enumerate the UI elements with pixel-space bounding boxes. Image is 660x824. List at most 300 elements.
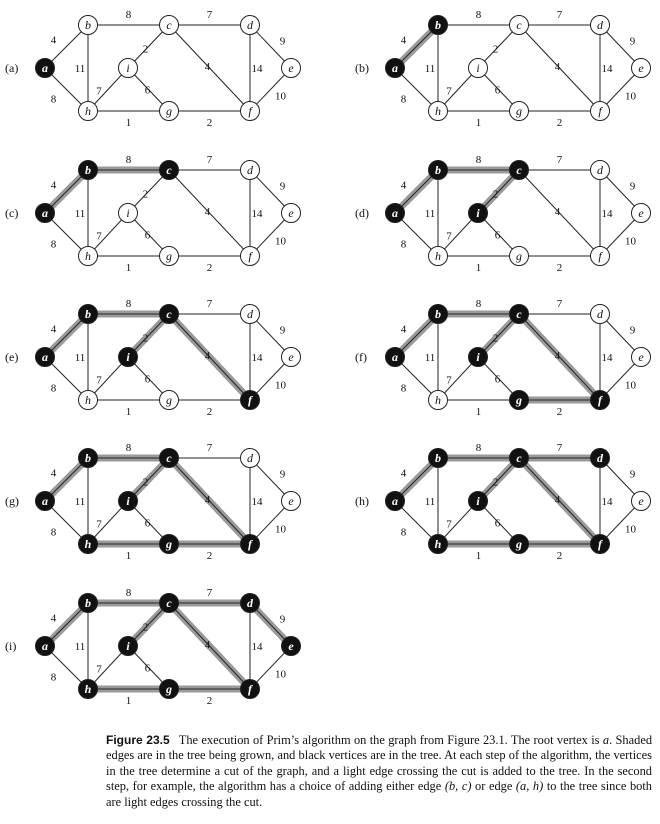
vertex-label: c [166,163,172,177]
vertex-label: e [288,639,294,653]
vertex-g [510,535,529,554]
vertex-a [386,348,405,367]
graph-panel [5,442,301,562]
vertex-d [591,449,610,468]
vertex-g [160,247,179,266]
vertex-label: h [435,104,441,118]
edge-weight: 1 [125,117,132,129]
vertex-f [591,391,610,410]
edge-weight: 2 [556,550,563,562]
edge-weight: 2 [206,117,213,129]
vertex-a [386,204,405,223]
edge-weight: 2 [556,117,563,129]
vertex-c [510,449,529,468]
edge-weight: 7 [206,587,213,599]
vertex-f [241,680,260,699]
edge-weight: 2 [142,621,149,634]
vertex-i [469,204,488,223]
edge-weight: 4 [50,179,57,192]
vertex-label: g [166,537,172,551]
edge-weight: 9 [629,468,636,481]
edge-weight: 9 [279,613,286,626]
vertex-label: a [392,350,398,364]
vertex-g [160,102,179,121]
vertex-c [510,305,529,324]
edge-weight: 7 [96,374,102,387]
vertex-a [386,492,405,511]
vertex-label: a [392,206,398,220]
vertex-label: b [85,307,91,321]
edge-weight: 4 [50,467,57,480]
vertex-label: f [598,393,602,407]
vertex-label: g [166,393,172,407]
edge-weight: 14 [601,496,613,508]
edge-weight: 11 [74,63,86,75]
vertex-b [429,16,448,35]
vertex-d [241,16,260,35]
vertex-label: e [288,61,294,75]
vertex-label: g [166,249,172,263]
caption-edge-2: (a, h) [515,779,544,794]
vertex-label: c [516,307,522,321]
vertex-label: f [248,537,252,551]
vertex-c [510,16,529,35]
vertex-f [591,535,610,554]
vertex-a [36,59,55,78]
vertex-label: h [435,393,441,407]
vertex-label: g [516,393,522,407]
edge-weight: 2 [556,406,563,418]
vertex-label: d [247,451,253,465]
edge-weight: 10 [275,523,286,536]
edge-weight: 10 [275,668,286,681]
edge-weight: 2 [206,406,213,418]
edge-weight: 9 [629,180,636,193]
edge-weight: 10 [625,235,636,248]
vertex-label: h [84,537,92,551]
vertex-label: i [126,61,130,75]
vertex-a [36,348,55,367]
vertex-a [36,492,55,511]
edge-weight: 8 [50,526,57,539]
vertex-h [429,391,448,410]
edge-weight: 8 [125,154,132,166]
edge-weight: 6 [144,662,151,675]
edge-weight: 7 [446,85,452,98]
edge-weight: 2 [142,188,149,201]
edge-weight: 7 [446,230,452,243]
vertex-label: h [435,249,441,263]
vertex-label: b [435,163,441,177]
vertex-g [510,102,529,121]
vertex-label: e [288,350,294,364]
edge-weight: 8 [400,526,407,539]
graph-panel [5,154,301,274]
edge-weight: 2 [206,695,213,707]
edge-weight: 1 [475,262,482,274]
graph-panel [5,298,301,418]
vertex-label: b [435,451,441,465]
vertex-c [160,161,179,180]
edge-weight: 11 [74,352,86,364]
panel-label: (i) [5,639,17,653]
vertex-label: d [597,18,603,32]
vertex-g [160,680,179,699]
vertex-label: f [248,249,252,263]
edge-weight: 9 [629,324,636,337]
edge-weight: 7 [446,518,452,531]
edge-weight: 1 [475,406,482,418]
vertex-e [632,492,651,511]
edge-weight: 1 [125,550,132,562]
edge-weight: 4 [400,179,407,192]
edge-weight: 2 [492,476,499,489]
edge-weight: 14 [601,352,613,364]
vertex-h [429,102,448,121]
panel-label: (f) [355,350,367,364]
vertex-label: c [516,451,522,465]
figure-caption [106,733,652,810]
vertex-g [510,247,529,266]
edge-weight: 14 [601,208,613,220]
edge-weight: 2 [556,262,563,274]
vertex-label: c [516,18,522,32]
vertex-label: a [42,494,48,508]
vertex-f [241,535,260,554]
vertex-label: h [85,104,91,118]
vertex-label: a [42,350,48,364]
edge-weight: 2 [492,188,499,201]
edge-weight: 10 [275,90,286,103]
vertex-a [36,204,55,223]
vertex-e [632,204,651,223]
edge-weight: 7 [206,9,213,21]
graph-panel [355,154,651,274]
vertex-b [79,16,98,35]
vertex-label: d [597,163,603,177]
vertex-label: e [638,206,644,220]
vertex-label: d [247,163,253,177]
edge-weight: 9 [279,35,286,48]
vertex-label: a [42,206,48,220]
vertex-h [79,102,98,121]
edge-weight: 11 [424,496,436,508]
vertex-f [241,102,260,121]
edge-weight: 7 [556,154,563,166]
vertex-label: b [435,18,441,32]
vertex-label: e [638,61,644,75]
edge-weight: 6 [494,229,501,242]
vertex-b [429,449,448,468]
vertex-i [119,348,138,367]
vertex-label: i [126,494,130,508]
vertex-d [591,16,610,35]
edge-weight: 7 [446,374,452,387]
vertex-h [429,535,448,554]
edge-weight: 8 [125,587,132,599]
edge-weight: 14 [251,641,263,653]
vertex-label: c [166,307,172,321]
edge-weight: 8 [400,382,407,395]
panel-label: (d) [355,206,369,220]
vertex-label: a [392,494,398,508]
vertex-label: c [166,451,172,465]
vertex-label: g [166,104,172,118]
edge-weight: 8 [50,382,57,395]
graph-panel [355,9,651,129]
edge-weight: 7 [206,442,213,454]
panel-label: (a) [5,61,19,75]
edge-weight: 7 [206,154,213,166]
vertex-e [282,204,301,223]
edge-weight: 7 [556,298,563,310]
edge-weight: 8 [400,238,407,251]
graph-panel [355,298,651,418]
edge-weight: 11 [74,496,86,508]
edge-weight: 2 [206,262,213,274]
edge-weight: 9 [629,35,636,48]
vertex-label: a [42,639,48,653]
edge-weight: 11 [74,208,86,220]
vertex-e [282,637,301,656]
vertex-c [510,161,529,180]
vertex-label: b [85,596,91,610]
vertex-label: i [476,206,480,220]
vertex-label: d [597,307,603,321]
graph-panel [355,442,651,562]
vertex-c [160,594,179,613]
vertex-d [241,161,260,180]
edge-weight: 4 [50,323,57,336]
vertex-label: b [85,18,91,32]
vertex-h [79,535,98,554]
vertex-e [282,348,301,367]
vertex-label: g [516,104,522,118]
vertex-label: e [638,494,644,508]
vertex-label: i [476,61,480,75]
vertex-i [469,492,488,511]
vertex-label: d [247,18,253,32]
edge-weight: 10 [625,379,636,392]
panel-label: (h) [355,494,369,508]
edge-weight: 4 [50,34,57,47]
vertex-label: d [247,596,253,610]
vertex-label: c [166,596,172,610]
edge-weight: 1 [125,695,132,707]
vertex-b [79,449,98,468]
edge-weight: 7 [556,9,563,21]
vertex-label: b [85,163,91,177]
caption-text-1: The execution of Prim’s algorithm on the graph from Figure 23.1. The root vertex is [178,733,603,747]
edge-weight: 4 [554,494,561,506]
vertex-i [469,348,488,367]
edge-weight: 14 [251,352,263,364]
edge-weight: 1 [475,550,482,562]
edge-weight: 7 [96,663,102,676]
vertex-label: f [598,104,602,118]
edge-weight: 8 [50,238,57,251]
edge-weight: 8 [475,298,482,310]
vertex-f [591,102,610,121]
edge-weight: 11 [424,352,436,364]
edge-weight: 14 [251,208,263,220]
vertex-label: b [435,307,441,321]
edge-weight: 6 [494,517,501,530]
vertex-i [469,59,488,78]
edge-weight: 10 [275,235,286,248]
vertex-b [429,305,448,324]
edge-weight: 4 [400,323,407,336]
vertex-label: h [85,393,91,407]
vertex-label: e [288,494,294,508]
edge-weight: 14 [251,63,263,75]
edge-weight: 14 [251,496,263,508]
edge-weight: 6 [144,229,151,242]
vertex-label: f [598,249,602,263]
vertex-label: h [434,537,442,551]
graph-panel [5,587,301,707]
vertex-b [429,161,448,180]
edge-weight: 2 [142,332,149,345]
edge-weight: 8 [475,9,482,21]
edge-weight: 2 [206,550,213,562]
vertex-label: a [42,61,48,75]
vertex-i [119,492,138,511]
edge-weight: 7 [556,442,563,454]
vertex-h [79,680,98,699]
vertex-label: c [166,18,172,32]
edge-weight: 10 [625,523,636,536]
edge-weight: 11 [424,208,436,220]
edge-weight: 4 [204,206,211,218]
vertex-label: e [288,206,294,220]
vertex-d [241,594,260,613]
panel-label: (b) [355,61,369,75]
vertex-label: g [166,682,172,696]
vertex-c [160,305,179,324]
figure-label: Figure 23.5 [106,733,170,747]
panel-label: (c) [5,206,19,220]
edge-weight: 9 [279,180,286,193]
vertex-i [119,59,138,78]
edge-weight: 1 [125,262,132,274]
edge-weight: 2 [492,43,499,56]
caption-edge-1: (b, c) [444,779,472,794]
vertex-label: i [126,639,130,653]
vertex-h [79,247,98,266]
vertex-c [160,449,179,468]
vertex-label: e [638,350,644,364]
vertex-d [591,161,610,180]
vertex-label: d [247,307,253,321]
vertex-b [79,161,98,180]
vertex-a [386,59,405,78]
vertex-g [160,391,179,410]
edge-weight: 8 [475,154,482,166]
vertex-label: b [85,451,91,465]
edge-weight: 1 [475,117,482,129]
vertex-label: i [476,350,480,364]
vertex-label: d [597,451,603,465]
edge-weight: 7 [96,230,102,243]
edge-weight: 9 [279,324,286,337]
vertex-label: i [126,206,130,220]
edge-weight: 8 [50,93,57,106]
vertex-label: i [476,494,480,508]
caption-text-4: to the tree since both are light edges crossing the cut. [106,779,652,809]
vertex-h [429,247,448,266]
edge-weight: 4 [50,612,57,625]
edge-weight: 7 [96,85,102,98]
caption-text-3: or edge [471,779,516,794]
vertex-h [79,391,98,410]
edge-weight: 8 [125,442,132,454]
edge-weight: 4 [400,34,407,47]
vertex-e [282,59,301,78]
vertex-label: f [248,393,252,407]
vertex-b [79,305,98,324]
caption-root: a [602,733,610,747]
vertex-a [36,637,55,656]
edge-weight: 6 [144,517,151,530]
edge-weight: 2 [492,332,499,345]
vertex-e [632,348,651,367]
vertex-e [282,492,301,511]
edge-weight: 6 [144,373,151,386]
vertex-label: a [392,61,398,75]
vertex-i [119,204,138,223]
edge-weight: 11 [74,641,86,653]
edge-weight: 1 [125,406,132,418]
edge-weight: 8 [475,442,482,454]
panel-label: (e) [5,350,19,364]
edge-weight: 4 [204,639,211,651]
vertex-label: g [516,537,522,551]
edge-weight: 8 [125,9,132,21]
edge-weight: 6 [144,84,151,97]
vertex-f [241,247,260,266]
vertex-b [79,594,98,613]
edge-weight: 10 [275,379,286,392]
edge-weight: 4 [204,494,211,506]
vertex-label: h [85,249,91,263]
vertex-label: f [248,104,252,118]
edge-weight: 4 [204,350,211,362]
vertex-label: c [516,163,522,177]
vertex-e [632,59,651,78]
edge-weight: 4 [554,206,561,218]
edge-weight: 7 [96,518,102,531]
edge-weight: 6 [494,84,501,97]
vertex-g [510,391,529,410]
edge-weight: 8 [50,671,57,684]
edge-weight: 7 [206,298,213,310]
vertex-label: g [516,249,522,263]
vertex-label: h [84,682,92,696]
edge-weight: 4 [204,61,211,73]
edge-weight: 6 [494,373,501,386]
edge-weight: 8 [125,298,132,310]
edge-weight: 9 [279,468,286,481]
edge-weight: 14 [601,63,613,75]
vertex-label: f [248,682,252,696]
edge-weight: 2 [142,43,149,56]
panel-label: (g) [5,494,19,508]
edge-weight: 4 [400,467,407,480]
vertex-label: i [126,350,130,364]
edge-weight: 4 [554,61,561,73]
edge-weight: 4 [554,350,561,362]
